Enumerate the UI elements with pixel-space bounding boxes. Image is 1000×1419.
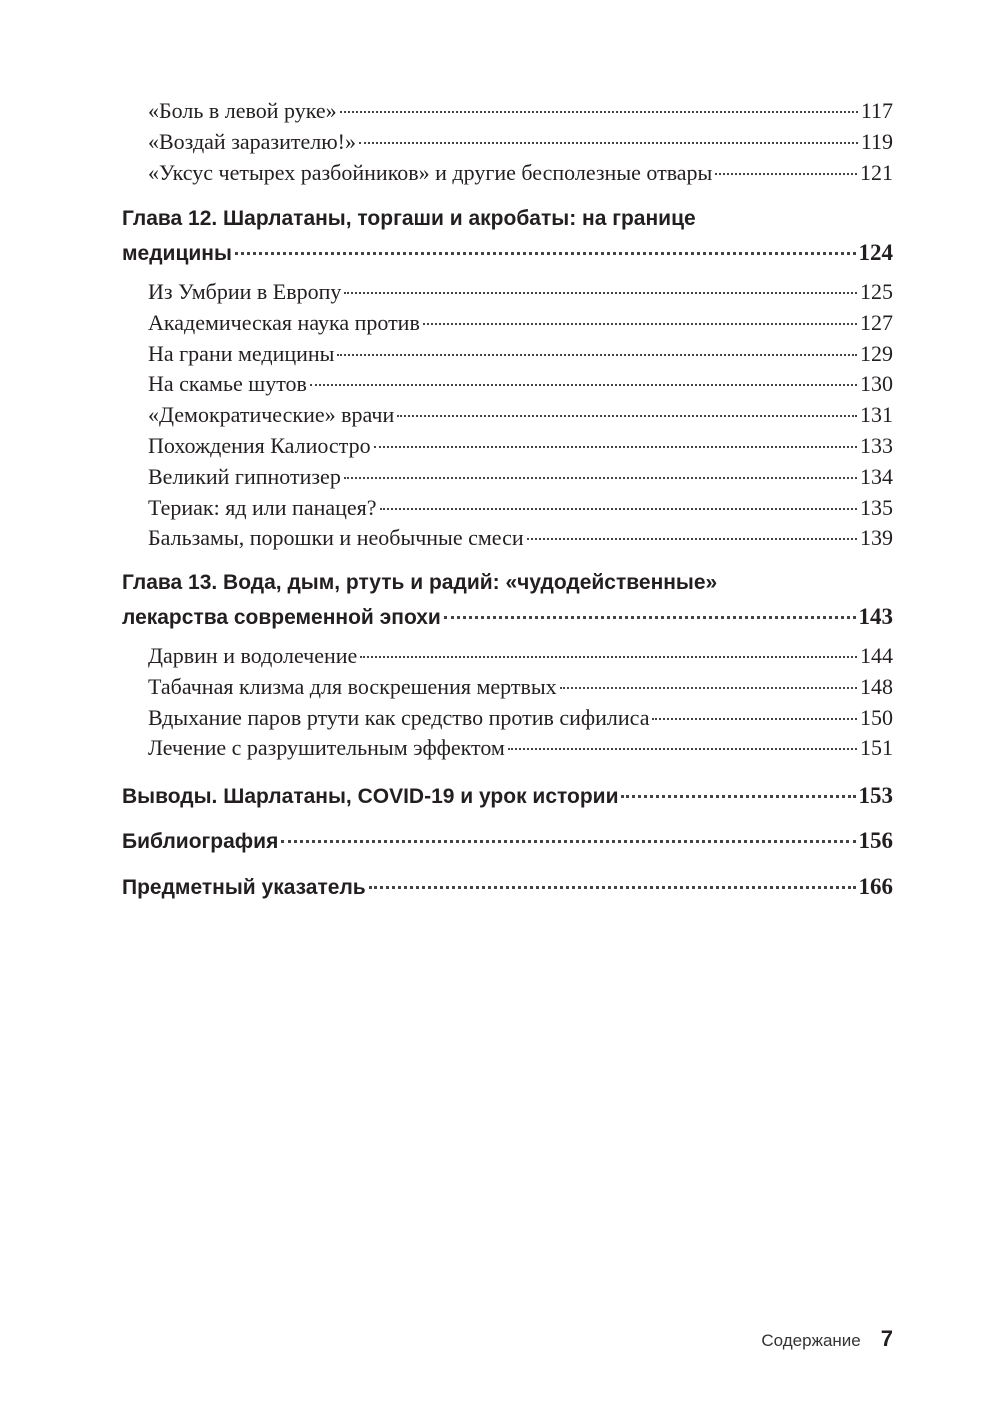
dot-leader <box>527 537 857 540</box>
toc-subentry[interactable] <box>148 462 893 492</box>
entry-page: 139 <box>860 525 893 551</box>
entry-page: 151 <box>860 735 893 761</box>
entry-title: Лечение с разрушительным эффектом <box>148 735 505 761</box>
toc-subentry[interactable] <box>148 127 893 157</box>
chapter-title-line2: лекарства современной эпохи <box>122 606 441 629</box>
toc-backmatter-entry[interactable] <box>122 826 893 856</box>
toc-subentry[interactable] <box>148 308 893 338</box>
chapter-13-title-line1[interactable]: Глава 13. Вода, дым, ртуть и радий: «чудодейственные» <box>122 571 718 594</box>
dot-leader <box>444 615 856 619</box>
entry-page: 135 <box>860 494 893 520</box>
toc-subentry[interactable] <box>148 400 893 430</box>
entry-title: Вдыхание паров ртути как средство против сифилиса <box>148 704 650 730</box>
entry-title: «Уксус четырех разбойников» и другие бесполезные отвары <box>148 160 713 185</box>
entry-page: 121 <box>860 160 893 185</box>
toc-subentry[interactable] <box>148 733 893 763</box>
toc-backmatter-entry[interactable] <box>122 781 893 811</box>
entry-title: Из Умбрии в Европу <box>148 279 342 304</box>
dot-leader <box>621 794 855 798</box>
running-footer-title: Содержание <box>761 1331 861 1350</box>
entry-title: Выводы. Шарлатаны, COVID-19 и урок истории <box>122 785 619 808</box>
toc-subentry[interactable] <box>148 96 893 126</box>
entry-page: 125 <box>860 279 893 304</box>
dot-leader <box>652 717 857 720</box>
toc-subentry[interactable] <box>148 703 893 733</box>
dot-leader <box>344 291 857 294</box>
toc-subentry[interactable] <box>148 672 893 702</box>
dot-leader <box>508 747 857 750</box>
entry-title: Териак: яд или панацея? <box>148 494 377 520</box>
toc-subentry[interactable] <box>148 431 893 461</box>
entry-page: 153 <box>858 783 893 808</box>
page-number: 7 <box>880 1326 893 1351</box>
page-footer <box>761 1326 893 1352</box>
entry-title: Похождения Калиостро <box>148 433 371 458</box>
entry-page: 131 <box>860 402 893 428</box>
entry-page: 129 <box>860 340 893 366</box>
entry-title: «Воздай заразителю!» <box>148 129 357 154</box>
dot-leader <box>423 322 857 325</box>
entry-title: Великий гипнотизер <box>148 463 341 489</box>
chapter-12-entry[interactable] <box>122 238 893 268</box>
entry-page: 134 <box>860 463 893 489</box>
entry-title: «Демократические» врачи <box>148 402 395 428</box>
entry-page: 117 <box>860 98 893 123</box>
chapter-page: 143 <box>858 604 893 629</box>
entry-page: 156 <box>858 828 893 853</box>
entry-title: Бальзамы, порошки и необычные смеси <box>148 525 524 551</box>
entry-title: Академическая наука против <box>148 309 420 335</box>
entry-title: На грани медицины <box>148 340 335 366</box>
chapter-13-entry[interactable] <box>122 602 893 632</box>
dot-leader <box>337 353 857 356</box>
toc-subentry[interactable] <box>148 339 893 369</box>
dot-leader <box>369 885 856 889</box>
entry-page: 144 <box>860 643 893 668</box>
dot-leader <box>715 172 857 175</box>
entry-page: 127 <box>860 309 893 335</box>
toc-subentry[interactable] <box>148 523 893 553</box>
entry-page: 150 <box>860 704 893 730</box>
entry-page: 148 <box>860 673 893 699</box>
toc-subentry[interactable] <box>148 369 893 399</box>
dot-leader <box>380 507 857 510</box>
toc-backmatter-entry[interactable] <box>122 872 893 902</box>
entry-title: Предметный указатель <box>122 876 366 899</box>
dot-leader <box>359 141 858 144</box>
chapter-12-title-line1[interactable]: Глава 12. Шарлатаны, торгаши и акробаты: на границе <box>122 207 696 230</box>
entry-page: 119 <box>860 129 893 154</box>
entry-page: 166 <box>858 874 893 899</box>
entry-title: Дарвин и водолечение <box>148 643 358 668</box>
dot-leader <box>340 110 858 113</box>
entry-title: На скамье шутов <box>148 371 307 397</box>
toc-subentry[interactable] <box>148 641 893 671</box>
entry-page: 133 <box>860 433 893 458</box>
dot-leader <box>360 655 857 658</box>
entry-page: 130 <box>860 371 893 397</box>
toc-subentry[interactable] <box>148 158 893 188</box>
dot-leader <box>281 839 855 843</box>
toc-subentry[interactable] <box>148 277 893 307</box>
dot-leader <box>374 445 857 448</box>
entry-title: Библиография <box>122 830 279 853</box>
dot-leader <box>310 383 857 386</box>
dot-leader <box>344 476 857 479</box>
entry-title: «Боль в левой руке» <box>148 98 337 123</box>
toc-subentry[interactable] <box>148 493 893 523</box>
dot-leader <box>560 686 857 689</box>
chapter-title-line2: медицины <box>122 242 232 265</box>
dot-leader <box>235 251 856 255</box>
chapter-page: 124 <box>858 240 893 265</box>
entry-title: Табачная клизма для воскрешения мертвых <box>148 673 557 699</box>
dot-leader <box>397 414 857 417</box>
